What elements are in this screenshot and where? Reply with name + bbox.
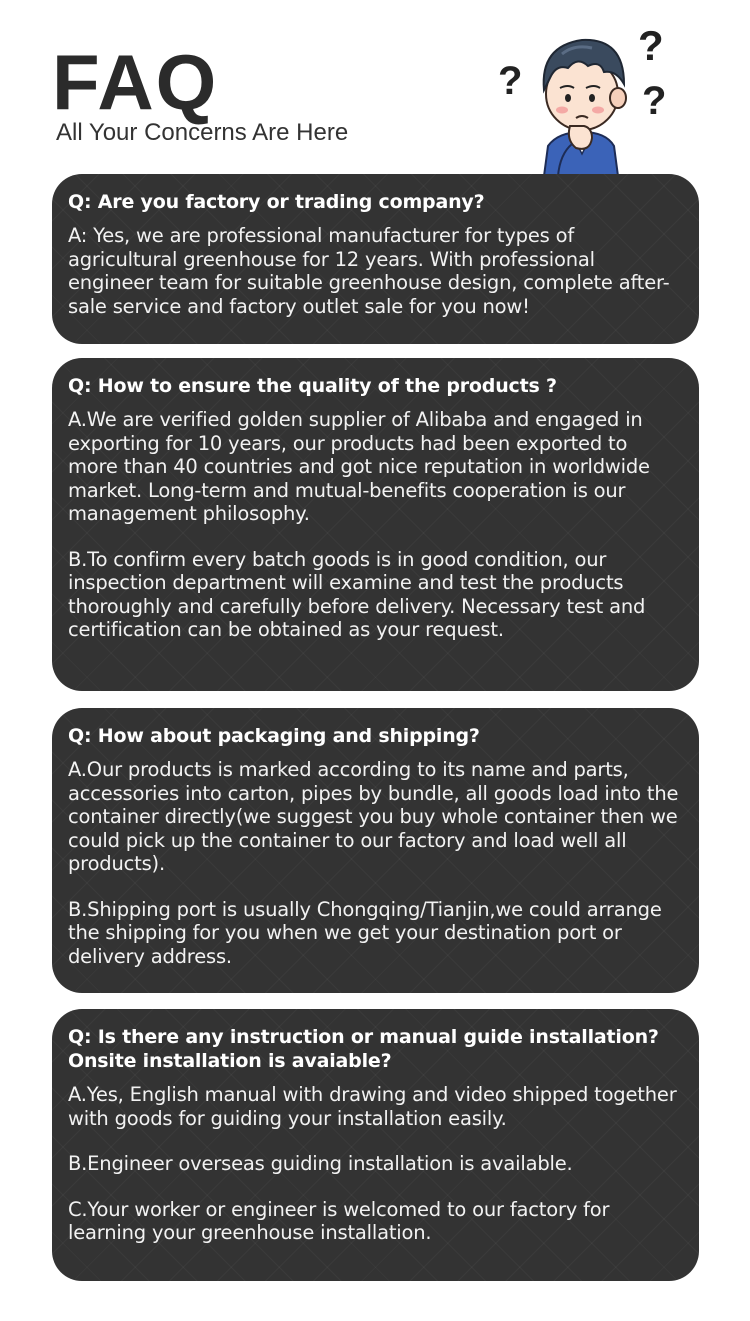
faq-card (52, 358, 699, 691)
question-mark-left: ? (498, 59, 523, 103)
faq-answer: C.Your worker or engineer is welcomed to our factory for learning your greenhouse installation. (68, 1197, 610, 1244)
faq-answer: A.Yes, English manual with drawing and video shipped together with goods for guiding your installation easily. (68, 1083, 677, 1130)
faq-answer: B.Shipping port is usually Chongqing/Tianjin,we could arrange the shipping for you when we get your destination port or delivery address. (68, 897, 662, 968)
faq-card (52, 708, 699, 993)
question-mark-top: ? (638, 22, 664, 69)
question-mark-right: ? (642, 79, 667, 123)
faq-question: Q: How to ensure the quality of the products ? (68, 375, 557, 397)
faq-card (52, 174, 699, 344)
faq-card (52, 1009, 699, 1281)
faq-answer: A.We are verified golden supplier of Alibaba and engaged in exporting for 10 years, our products had been exported to more than 40 countries and got nice reputation in worldwide market. Long-term and mutual-benefits cooperation is our management philosophy. (68, 408, 650, 525)
faq-header (0, 0, 750, 175)
faq-answer: B.Engineer overseas guiding installation is available. (68, 1152, 573, 1175)
faq-question: Q: Are you factory or trading company? (68, 191, 485, 213)
faq-answer: A.Our products is marked according to its name and parts, accessories into carton, pipes by bundle, all goods load into the container directly(we suggest you buy whole container then we could pick up the container to our factory and load well all products). (68, 758, 679, 875)
faq-question: Q: Is there any instruction or manual guide installation? Onsite installation is avaiable? (68, 1026, 659, 1072)
faq-question: Q: How about packaging and shipping? (68, 725, 480, 747)
page-title: FAQ (52, 38, 219, 126)
faq-answer: A: Yes, we are professional manufacturer for types of agricultural greenhouse for 12 years. With professional engineer team for suitable greenhouse design, complete after-sale service and factory outlet sale for you now! (68, 224, 670, 318)
thinking-boy-icon (492, 14, 692, 176)
page-subtitle: All Your Concerns Are Here (56, 119, 349, 146)
faq-answer: B.To confirm every batch goods is in good condition, our inspection department will examine and test the products thoroughly and carefully before delivery. Necessary test and certification can be obtained as your request. (68, 547, 646, 641)
